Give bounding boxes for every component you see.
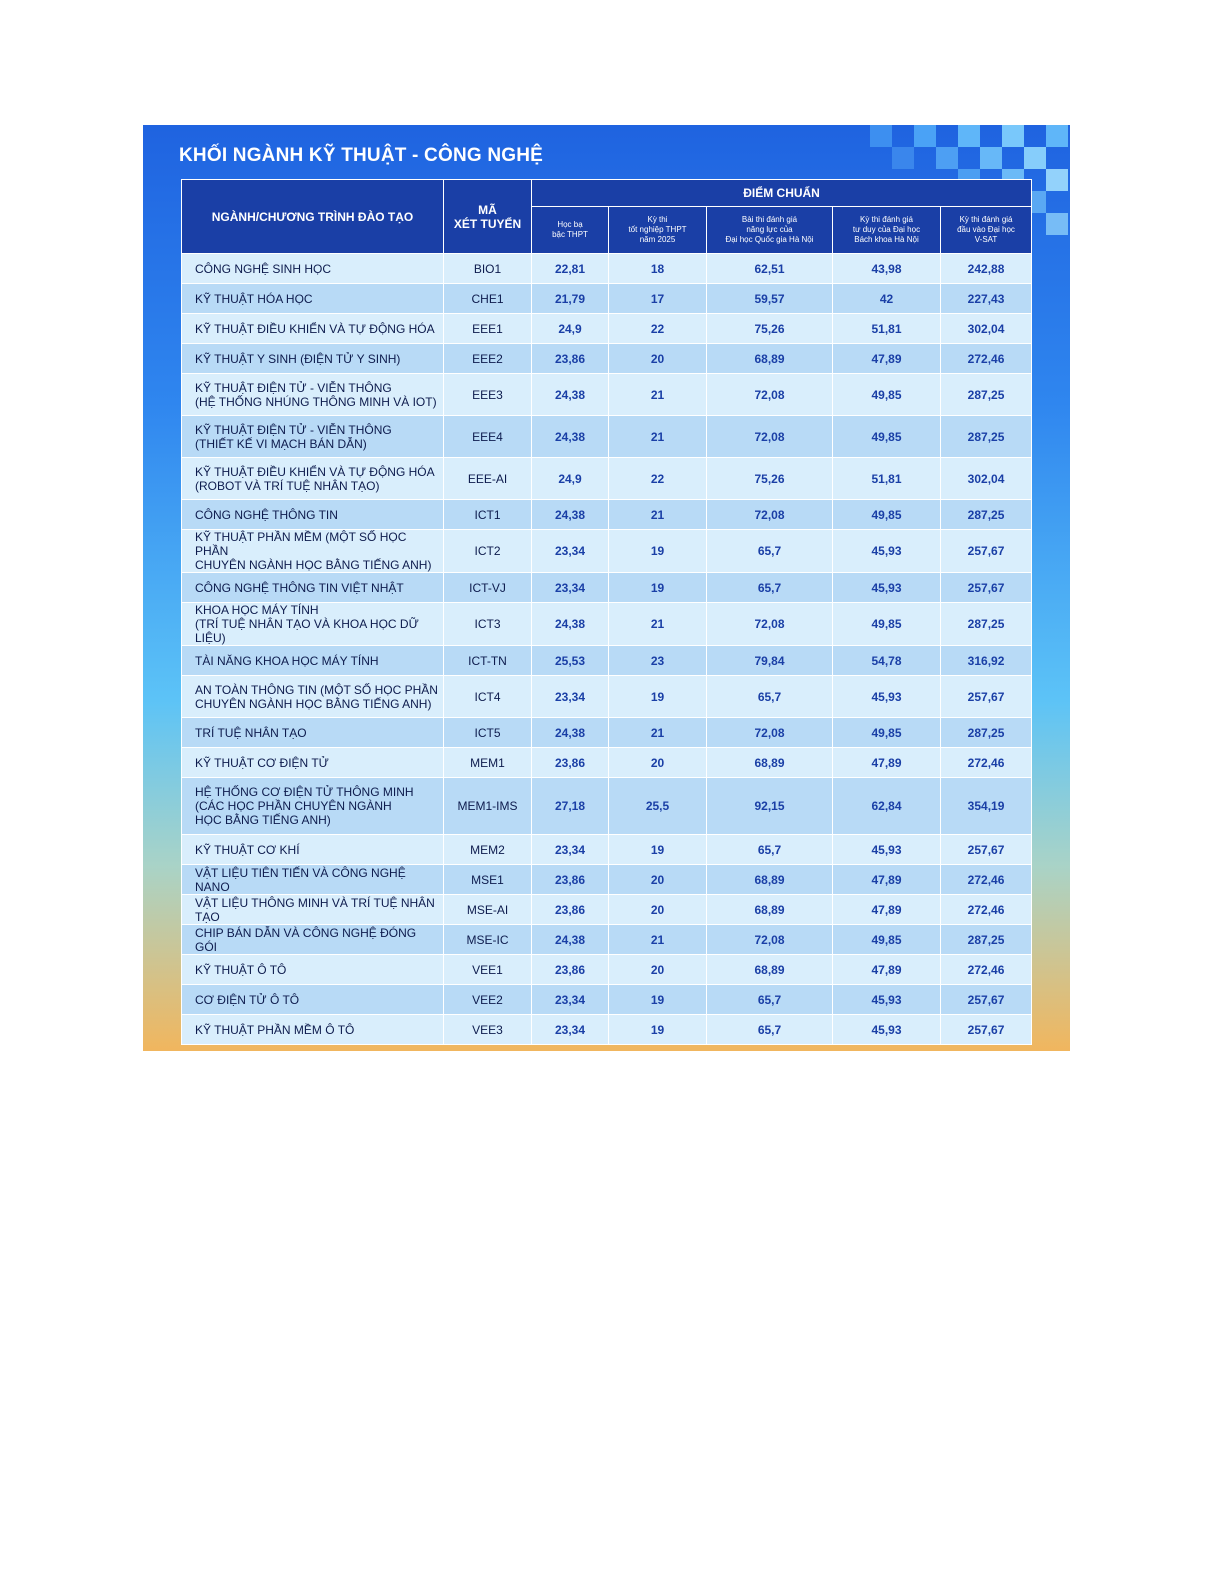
decor-square	[870, 125, 892, 147]
score-cell: 21	[609, 500, 707, 530]
score-cell: 257,67	[941, 676, 1032, 718]
score-cell: 79,84	[707, 646, 833, 676]
program-name-line: CHUYÊN NGÀNH HỌC BẰNG TIẾNG ANH)	[195, 558, 432, 572]
score-cell: 45,93	[833, 1015, 941, 1045]
admission-score-table	[181, 179, 1032, 1045]
table-row	[182, 374, 1032, 416]
admission-code-cell: EEE1	[444, 314, 532, 344]
score-cell: 22	[609, 314, 707, 344]
score-cell: 23,34	[532, 985, 609, 1015]
program-name-cell	[182, 676, 444, 718]
score-cell: 72,08	[707, 374, 833, 416]
poster-title: KHỐI NGÀNH KỸ THUẬT - CÔNG NGHỆ	[179, 145, 544, 166]
program-name-cell	[182, 344, 444, 374]
program-name-line: (THIẾT KẾ VI MẠCH BÁN DẪN)	[195, 436, 367, 451]
score-cell: 287,25	[941, 500, 1032, 530]
score-cell: 24,38	[532, 925, 609, 955]
score-cell: 62,51	[707, 254, 833, 284]
score-cell: 287,25	[941, 718, 1032, 748]
program-name-line: HỌC BẰNG TIẾNG ANH)	[195, 813, 331, 827]
program-name-cell	[182, 748, 444, 778]
program-name-line: HỆ THỐNG CƠ ĐIỆN TỬ THÔNG MINH	[195, 785, 414, 799]
score-cell: 72,08	[707, 416, 833, 458]
admission-code-cell: VEE2	[444, 985, 532, 1015]
admission-code-cell: MSE-AI	[444, 895, 532, 925]
program-name-line: KỸ THUẬT ĐIỀU KHIỂN VÀ TỰ ĐỘNG HÓA	[195, 464, 435, 479]
program-name-line: KỸ THUẬT ĐIỆN TỬ - VIỄN THÔNG	[195, 380, 392, 395]
table-row	[182, 925, 1032, 955]
score-table-wrapper	[181, 179, 1032, 1045]
score-cell: 302,04	[941, 314, 1032, 344]
score-cell: 23,34	[532, 1015, 609, 1045]
score-cell: 65,7	[707, 985, 833, 1015]
score-cell: 22	[609, 458, 707, 500]
sub-header-line: năng lực của	[746, 225, 793, 234]
table-row	[182, 416, 1032, 458]
program-name-cell	[182, 374, 444, 416]
score-cell: 65,7	[707, 1015, 833, 1045]
score-cell: 42	[833, 284, 941, 314]
program-name-line: CÔNG NGHỆ THÔNG TIN VIỆT NHẬT	[195, 580, 404, 595]
program-name-cell	[182, 500, 444, 530]
table-row	[182, 314, 1032, 344]
score-cell: 43,98	[833, 254, 941, 284]
table-row	[182, 646, 1032, 676]
table-row	[182, 500, 1032, 530]
score-cell: 22,81	[532, 254, 609, 284]
header-code	[444, 180, 532, 254]
program-name-line: CHUYÊN NGÀNH HỌC BẰNG TIẾNG ANH)	[195, 696, 432, 711]
score-cell: 51,81	[833, 314, 941, 344]
decor-square	[980, 147, 1002, 169]
program-name-line: KỸ THUẬT ĐIỆN TỬ - VIỄN THÔNG	[195, 422, 392, 437]
program-name-cell	[182, 865, 444, 895]
program-name-line: VẬT LIỆU THÔNG MINH VÀ TRÍ TUỆ NHÂN TẠO	[195, 895, 435, 924]
score-cell: 19	[609, 985, 707, 1015]
score-cell: 20	[609, 955, 707, 985]
score-cell: 45,93	[833, 985, 941, 1015]
header-code-line: MÃ	[478, 202, 497, 217]
score-cell: 45,93	[833, 676, 941, 718]
program-name-line: KỸ THUẬT Y SINH (ĐIỆN TỬ Y SINH)	[195, 351, 401, 366]
program-name-line: AN TOÀN THÔNG TIN (MỘT SỐ HỌC PHẦN	[195, 682, 438, 697]
program-name-line: KỸ THUẬT CƠ KHÍ	[195, 842, 300, 857]
table-row	[182, 254, 1032, 284]
program-name-cell	[182, 284, 444, 314]
program-name-cell	[182, 835, 444, 865]
sub-header-line: đầu vào Đại học	[957, 225, 1015, 234]
decor-square	[936, 147, 958, 169]
table-row	[182, 865, 1032, 895]
score-cell: 47,89	[833, 955, 941, 985]
score-cell: 62,84	[833, 778, 941, 835]
admission-code-cell: EEE4	[444, 416, 532, 458]
score-cell: 45,93	[833, 573, 941, 603]
score-cell: 68,89	[707, 344, 833, 374]
admission-code-cell: ICT2	[444, 530, 532, 573]
admission-code-cell: VEE3	[444, 1015, 532, 1045]
table-row	[182, 1015, 1032, 1045]
program-name-line: CÔNG NGHỆ THÔNG TIN	[195, 507, 338, 522]
table-row	[182, 458, 1032, 500]
score-cell: 272,46	[941, 344, 1032, 374]
program-name-line: KỸ THUẬT CƠ ĐIỆN TỬ	[195, 755, 329, 770]
decor-square	[1046, 213, 1068, 235]
sub-header-line: Kỳ thi đánh giá	[959, 215, 1013, 224]
score-cell: 24,9	[532, 314, 609, 344]
program-name-line: KỸ THUẬT PHẦN MỀM (MỘT SỐ HỌC PHẦN	[195, 530, 407, 558]
table-row	[182, 748, 1032, 778]
sub-header-line: Bài thi đánh giá	[741, 215, 798, 224]
program-name-cell	[182, 985, 444, 1015]
program-name-cell	[182, 1015, 444, 1045]
score-cell: 23,86	[532, 895, 609, 925]
sub-header-cell	[707, 207, 833, 254]
score-cell: 23,34	[532, 676, 609, 718]
score-cell: 49,85	[833, 500, 941, 530]
program-name-cell	[182, 254, 444, 284]
program-name-cell	[182, 646, 444, 676]
score-cell: 23,86	[532, 344, 609, 374]
program-name-line: KỸ THUẬT ĐIỀU KHIỂN VÀ TỰ ĐỘNG HÓA	[195, 321, 435, 336]
decor-square	[1046, 169, 1068, 191]
score-cell: 72,08	[707, 925, 833, 955]
decor-square	[1024, 147, 1046, 169]
score-cell: 272,46	[941, 748, 1032, 778]
program-name-cell	[182, 458, 444, 500]
program-name-cell	[182, 416, 444, 458]
score-cell: 24,38	[532, 718, 609, 748]
header-benchmark-score: ĐIỂM CHUẨN	[532, 180, 1032, 207]
admission-code-cell: MSE1	[444, 865, 532, 895]
admission-code-cell: MEM1	[444, 748, 532, 778]
score-cell: 47,89	[833, 748, 941, 778]
score-cell: 287,25	[941, 374, 1032, 416]
score-cell: 47,89	[833, 865, 941, 895]
score-cell: 68,89	[707, 955, 833, 985]
sub-header-line: tư duy của Đại học	[852, 225, 921, 234]
score-cell: 24,38	[532, 416, 609, 458]
program-name-line: KỸ THUẬT PHẦN MỀM Ô TÔ	[195, 1022, 355, 1037]
admission-code-cell: ICT-TN	[444, 646, 532, 676]
sub-header-line: Bách khoa Hà Nội	[854, 235, 919, 244]
header-code-line: XÉT TUYỂN	[453, 216, 522, 231]
admission-code-cell: MSE-IC	[444, 925, 532, 955]
score-cell: 21	[609, 718, 707, 748]
score-cell: 242,88	[941, 254, 1032, 284]
sub-header-line: V-SAT	[974, 235, 998, 244]
table-row	[182, 778, 1032, 835]
score-cell: 68,89	[707, 895, 833, 925]
score-poster	[143, 125, 1070, 1051]
score-cell: 23	[609, 646, 707, 676]
score-cell: 272,46	[941, 895, 1032, 925]
score-cell: 23,34	[532, 835, 609, 865]
score-cell: 272,46	[941, 865, 1032, 895]
score-cell: 51,81	[833, 458, 941, 500]
admission-code-cell: EEE-AI	[444, 458, 532, 500]
program-name-line: KHOA HỌC MÁY TÍNH	[195, 603, 319, 617]
program-name-line: VẬT LIỆU TIÊN TIẾN VÀ CÔNG NGHỆ NANO	[195, 865, 406, 894]
score-cell: 257,67	[941, 530, 1032, 573]
admission-code-cell: ICT4	[444, 676, 532, 718]
score-cell: 287,25	[941, 603, 1032, 646]
program-name-line: (CÁC HỌC PHẦN CHUYÊN NGÀNH	[195, 799, 392, 813]
score-cell: 316,92	[941, 646, 1032, 676]
program-name-line: CHIP BÁN DẪN VÀ CÔNG NGHỆ ĐÓNG GÓI	[195, 925, 417, 954]
sub-header-cell	[532, 207, 609, 254]
admission-code-cell: BIO1	[444, 254, 532, 284]
score-cell: 72,08	[707, 500, 833, 530]
score-cell: 257,67	[941, 985, 1032, 1015]
admission-code-cell: ICT3	[444, 603, 532, 646]
score-cell: 72,08	[707, 718, 833, 748]
sub-header-line: Kỳ thi đánh giá	[860, 215, 913, 224]
score-cell: 49,85	[833, 374, 941, 416]
decor-square	[914, 125, 936, 147]
score-cell: 19	[609, 573, 707, 603]
score-cell: 49,85	[833, 718, 941, 748]
score-cell: 24,38	[532, 603, 609, 646]
score-cell: 25,5	[609, 778, 707, 835]
score-cell: 19	[609, 530, 707, 573]
score-cell: 27,18	[532, 778, 609, 835]
score-cell: 72,08	[707, 603, 833, 646]
program-name-line: KỸ THUẬT Ô TÔ	[195, 962, 287, 977]
score-cell: 47,89	[833, 895, 941, 925]
sub-header-line: Học bạ	[557, 220, 583, 229]
program-name-cell	[182, 718, 444, 748]
program-name-cell	[182, 314, 444, 344]
sub-header-line: Đại học Quốc gia Hà Nội	[725, 235, 814, 244]
score-cell: 17	[609, 284, 707, 314]
score-cell: 49,85	[833, 925, 941, 955]
score-cell: 227,43	[941, 284, 1032, 314]
score-cell: 23,34	[532, 573, 609, 603]
admission-code-cell: CHE1	[444, 284, 532, 314]
admission-code-cell: EEE2	[444, 344, 532, 374]
program-name-cell	[182, 955, 444, 985]
program-name-line: (ROBOT VÀ TRÍ TUỆ NHÂN TẠO)	[195, 478, 380, 493]
sub-header-cell	[609, 207, 707, 254]
score-cell: 257,67	[941, 573, 1032, 603]
table-body	[182, 254, 1032, 1045]
score-cell: 24,9	[532, 458, 609, 500]
score-cell: 47,89	[833, 344, 941, 374]
score-cell: 21	[609, 374, 707, 416]
score-cell: 20	[609, 895, 707, 925]
score-cell: 21	[609, 925, 707, 955]
table-row	[182, 284, 1032, 314]
sub-header-line: bậc THPT	[552, 230, 588, 239]
score-cell: 68,89	[707, 748, 833, 778]
sub-header-cell	[833, 207, 941, 254]
program-name-line: CÔNG NGHỆ SINH HỌC	[195, 261, 332, 276]
score-cell: 257,67	[941, 1015, 1032, 1045]
score-cell: 23,86	[532, 955, 609, 985]
score-cell: 75,26	[707, 458, 833, 500]
admission-code-cell: MEM1-IMS	[444, 778, 532, 835]
score-cell: 302,04	[941, 458, 1032, 500]
score-cell: 19	[609, 1015, 707, 1045]
score-cell: 21,79	[532, 284, 609, 314]
score-cell: 354,19	[941, 778, 1032, 835]
score-cell: 23,86	[532, 748, 609, 778]
score-cell: 21	[609, 416, 707, 458]
score-cell: 65,7	[707, 530, 833, 573]
table-row	[182, 985, 1032, 1015]
score-cell: 287,25	[941, 416, 1032, 458]
program-name-cell	[182, 530, 444, 573]
score-cell: 18	[609, 254, 707, 284]
program-name-line: (TRÍ TUỆ NHÂN TẠO VÀ KHOA HỌC DỮ LIỆU)	[195, 617, 419, 645]
score-cell: 24,38	[532, 500, 609, 530]
table-row	[182, 530, 1032, 573]
score-cell: 75,26	[707, 314, 833, 344]
score-cell: 257,67	[941, 835, 1032, 865]
table-row	[182, 835, 1032, 865]
program-name-line: TÀI NĂNG KHOA HỌC MÁY TÍNH	[195, 653, 379, 668]
score-cell: 65,7	[707, 676, 833, 718]
admission-code-cell: EEE3	[444, 374, 532, 416]
score-cell: 23,86	[532, 865, 609, 895]
table-row	[182, 676, 1032, 718]
decor-square	[958, 125, 980, 147]
score-cell: 21	[609, 603, 707, 646]
admission-code-cell: VEE1	[444, 955, 532, 985]
score-cell: 65,7	[707, 573, 833, 603]
program-name-cell	[182, 895, 444, 925]
admission-code-cell: MEM2	[444, 835, 532, 865]
score-cell: 45,93	[833, 530, 941, 573]
score-cell: 19	[609, 835, 707, 865]
program-name-cell	[182, 573, 444, 603]
sub-header-line: tốt nghiệp THPT	[628, 225, 687, 234]
score-cell: 20	[609, 748, 707, 778]
program-name-line: TRÍ TUỆ NHÂN TẠO	[195, 725, 307, 740]
program-name-cell	[182, 778, 444, 835]
table-row	[182, 603, 1032, 646]
sub-header-line: Kỳ thi	[647, 215, 668, 224]
score-cell: 24,38	[532, 374, 609, 416]
score-cell: 54,78	[833, 646, 941, 676]
table-row	[182, 344, 1032, 374]
score-cell: 45,93	[833, 835, 941, 865]
sub-header-line: năm 2025	[639, 235, 676, 244]
table-row	[182, 955, 1032, 985]
score-cell: 272,46	[941, 955, 1032, 985]
decor-square	[1002, 125, 1024, 147]
program-name-line: CƠ ĐIỆN TỬ Ô TÔ	[195, 992, 300, 1007]
score-cell: 59,57	[707, 284, 833, 314]
decor-square	[1046, 125, 1068, 147]
score-cell: 65,7	[707, 835, 833, 865]
program-name-line: KỸ THUẬT HÓA HỌC	[195, 291, 313, 306]
sub-header-cell	[941, 207, 1032, 254]
score-cell: 92,15	[707, 778, 833, 835]
score-cell: 49,85	[833, 603, 941, 646]
score-cell: 20	[609, 344, 707, 374]
header-program: NGÀNH/CHƯƠNG TRÌNH ĐÀO TẠO	[182, 180, 444, 254]
admission-code-cell: ICT1	[444, 500, 532, 530]
decor-square	[892, 147, 914, 169]
score-cell: 287,25	[941, 925, 1032, 955]
score-cell: 19	[609, 676, 707, 718]
score-cell: 49,85	[833, 416, 941, 458]
table-row	[182, 895, 1032, 925]
score-cell: 20	[609, 865, 707, 895]
score-cell: 68,89	[707, 865, 833, 895]
table-row	[182, 573, 1032, 603]
score-cell: 23,34	[532, 530, 609, 573]
program-name-cell	[182, 603, 444, 646]
admission-code-cell: ICT-VJ	[444, 573, 532, 603]
admission-code-cell: ICT5	[444, 718, 532, 748]
program-name-line: (HỆ THỐNG NHÚNG THÔNG MINH VÀ IOT)	[195, 394, 437, 409]
score-cell: 25,53	[532, 646, 609, 676]
program-name-cell	[182, 925, 444, 955]
table-row	[182, 718, 1032, 748]
